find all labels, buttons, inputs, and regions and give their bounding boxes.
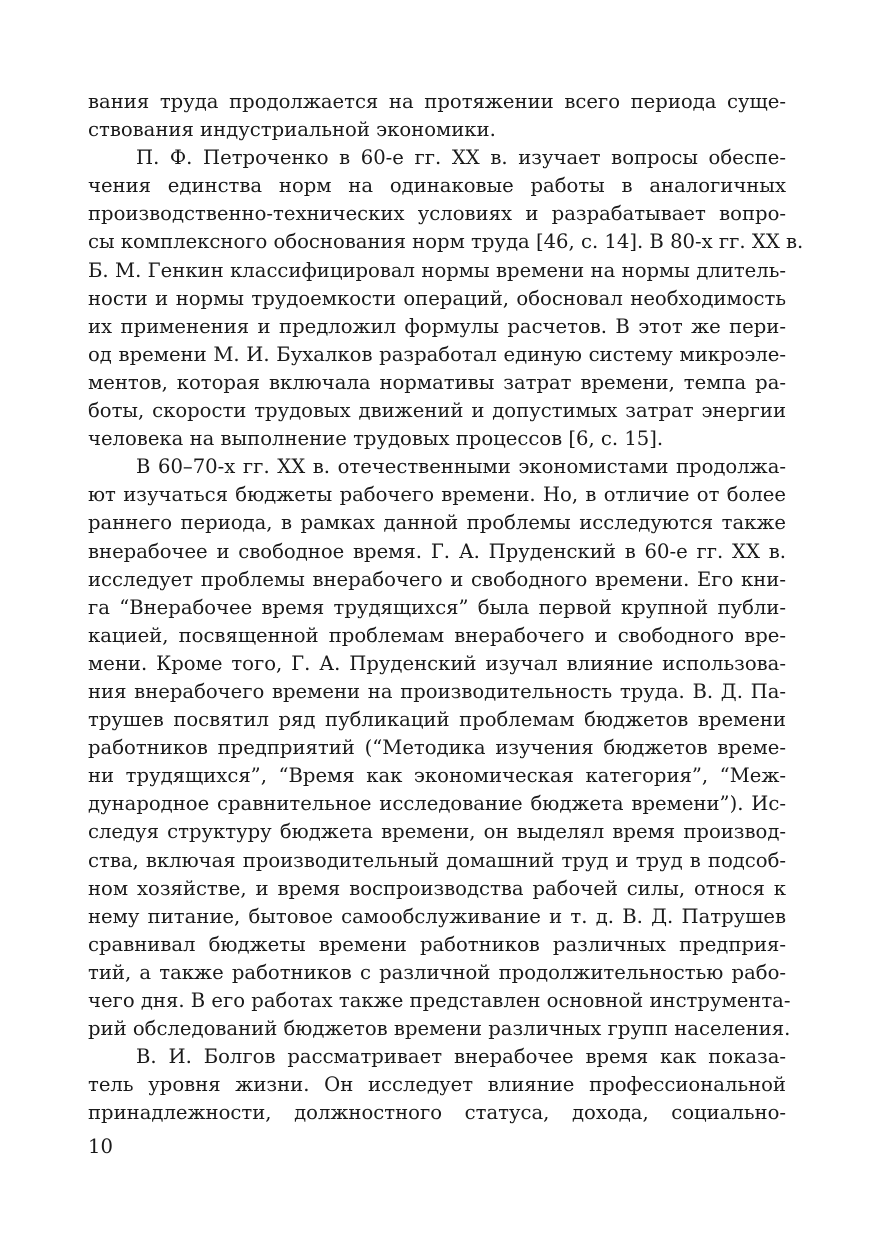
text-line: трушев посвятил ряд публикаций проблемам бюджетов времени (88, 708, 786, 732)
text-line: чения единства норм на одинаковые работы в аналогичных (88, 174, 786, 198)
text-line: рий обследований бюджетов времени различных групп населения. (88, 1017, 791, 1041)
paragraph (88, 1043, 786, 1127)
text-line: ния внерабочего времени на производительность труда. В. Д. Па- (88, 679, 786, 703)
text-line: ном хозяйстве, и время воспроизводства рабочей силы, относя к (88, 876, 786, 900)
text-line: В 60–70-х гг. XX в. отечественными экономистами продолжа- (136, 455, 786, 479)
page-body (88, 88, 804, 1127)
text-line: чего дня. В его работах также представлен основной инструмента- (88, 989, 791, 1012)
text-line: принадлежности, должностного статуса, дохода, социально- (88, 1101, 786, 1125)
text-line: ментов, которая включала нормативы затрат времени, темпа ра- (88, 370, 786, 394)
text-line: ствования индустриальной экономики. (88, 118, 496, 142)
text-line: Б. М. Генкин классифицировал нормы времени на нормы длитель- (88, 258, 786, 282)
paragraph (88, 453, 791, 1043)
text-line: кацией, посвященной проблемам внерабочего и свободного вре- (88, 623, 786, 647)
text-line: од времени М. И. Бухалков разработал единую систему микроэле- (88, 342, 786, 366)
text-line: ют изучаться бюджеты рабочего времени. Но, в отличие от более (88, 483, 786, 507)
page-number: 10 (88, 1135, 113, 1158)
text-line: внерабочее и свободное время. Г. А. Пруденский в 60-е гг. XX в. (88, 539, 786, 563)
text-line: тель уровня жизни. Он исследует влияние профессиональной (88, 1073, 786, 1097)
paragraph (88, 144, 804, 453)
text-line: исследует проблемы внерабочего и свободного времени. Его кни- (88, 567, 786, 591)
text-line: ности и нормы трудоемкости операций, обосновал необходимость (88, 286, 786, 310)
text-line: П. Ф. Петроченко в 60-е гг. XX в. изучает вопросы обеспе- (136, 146, 786, 170)
text-line: сы комплексного обоснования норм труда [46, с. 14]. В 80-х гг. XX в. (88, 230, 804, 254)
text-line: их применения и предложил формулы расчетов. В этот же пери- (88, 314, 786, 338)
text-line: ни трудящихся”, “Время как экономическая категория”, “Меж- (88, 764, 786, 788)
text-line: ства, включая производительный домашний труд и труд в подсоб- (88, 848, 786, 872)
text-line: раннего периода, в рамках данной проблемы исследуются также (88, 511, 786, 535)
text-line: В. И. Болгов рассматривает внерабочее время как показа- (136, 1045, 786, 1069)
paragraph (88, 88, 786, 144)
text-line: работников предприятий (“Методика изучения бюджетов време- (88, 736, 786, 760)
text-line: производственно-технических условиях и разрабатывает вопро- (88, 202, 786, 226)
text-line: сравнивал бюджеты времени работников различных предприя- (88, 932, 786, 956)
text-line: тий, а также работников с различной продолжительностью рабо- (88, 960, 786, 984)
text-line: мени. Кроме того, Г. А. Пруденский изучал влияние использова- (88, 651, 786, 675)
text-line: дународное сравнительное исследование бюджета времени”). Ис- (88, 792, 786, 816)
text-line: человека на выполнение трудовых процессов [6, с. 15]. (88, 427, 664, 451)
text-line: следуя структуру бюджета времени, он выделял время производ- (88, 820, 786, 844)
text-line: нему питание, бытовое самообслуживание и т. д. В. Д. Патрушев (88, 904, 786, 928)
text-line: вания труда продолжается на протяжении всего периода суще- (88, 90, 786, 113)
text-line: га “Внерабочее время трудящихся” была первой крупной публи- (88, 595, 786, 619)
text-line: боты, скорости трудовых движений и допустимых затрат энергии (88, 399, 786, 423)
